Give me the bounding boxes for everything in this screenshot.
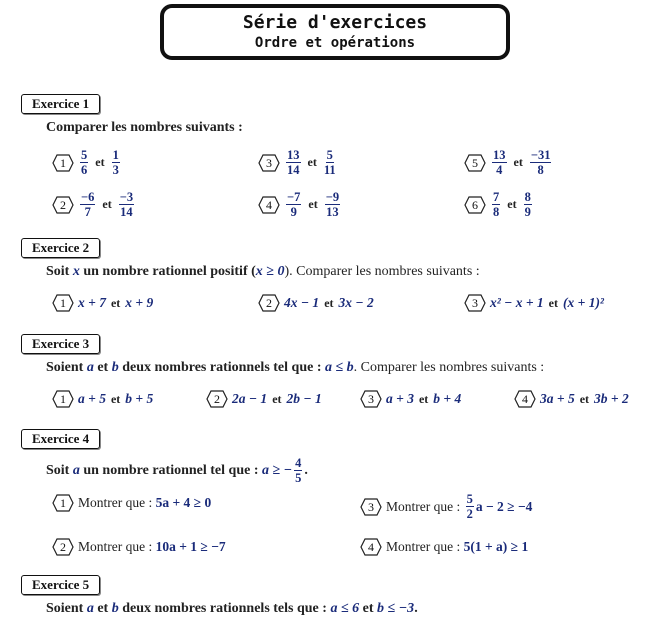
item-number-badge: 4: [258, 196, 280, 214]
item-number-badge: 2: [52, 538, 74, 556]
exercise-1-label: Exercice 1: [21, 94, 100, 114]
exercise-3-intro: Soient a et b deux nombres rationnels tel que : a ≤ b. Comparer les nombres suivants :: [46, 360, 545, 375]
ex4-item-1: 1 Montrer que : 5a + 4 ≥ 0: [52, 494, 211, 512]
ex1-item-3: 3 $\frac{13}{14}$ et $\frac{5}{11}$: [258, 148, 338, 177]
page-subtitle: Ordre et opérations: [254, 35, 416, 51]
fraction: $\frac{-31}{8}$: [530, 148, 551, 177]
item-number-badge: 4: [360, 538, 382, 556]
item-number-badge: 3: [464, 294, 486, 312]
exercise-1-intro: Comparer les nombres suivants :: [46, 120, 243, 135]
ex1-item-1: 1 $\frac{5}{6}$ et $\frac{1}{3}$: [52, 148, 122, 177]
fraction: $\frac{13}{4}$: [493, 148, 506, 177]
ex2-item-1: 1 x + 7 et x + 9: [52, 294, 153, 312]
fraction: $\frac{13}{14}$: [287, 148, 300, 177]
ex3-item-3: 3 a + 3 et b + 4: [360, 390, 461, 408]
ex4-item-2: 2 Montrer que : 10a + 1 ≥ −7: [52, 538, 226, 556]
exercise-5-intro: Soient a et b deux nombres rationnels tels que : a ≤ 6 et b ≤ −3.: [46, 601, 418, 616]
fraction: $\frac{-7}{9}$: [287, 190, 301, 219]
item-number-badge: 2: [258, 294, 280, 312]
fraction: $\frac{5}{11}$: [323, 148, 336, 177]
ex1-item-2: 2 $\frac{-6}{7}$ et $\frac{-3}{14}$: [52, 190, 136, 219]
exercise-2-intro: Soit x un nombre rationnel positif (x ≥ 0). Comparer les nombres suivants :: [46, 264, 480, 279]
item-number-badge: 1: [52, 294, 74, 312]
fraction: $\frac{-9}{13}$: [325, 190, 340, 219]
fraction: $\frac{7}{8}$: [493, 190, 500, 219]
exercise-4-label: Exercice 4: [21, 429, 100, 449]
item-number-badge: 3: [258, 154, 280, 172]
title-box: [160, 4, 510, 60]
ex4-item-3: 3 Montrer que : $\frac{5}{2}$ a − 2 ≥ −4: [360, 492, 532, 521]
fraction: $\frac{5}{6}$: [81, 148, 88, 177]
exercise-3-label: Exercice 3: [21, 334, 100, 354]
ex1-item-4: 4 $\frac{-7}{9}$ et $\frac{-9}{13}$: [258, 190, 342, 219]
ex4-item-4: 4 Montrer que : 5(1 + a) ≥ 1: [360, 538, 528, 556]
item-number-badge: 6: [464, 196, 486, 214]
ex2-item-2: 2 4x − 1 et 3x − 2: [258, 294, 374, 312]
fraction: $\frac{5}{2}$: [466, 492, 473, 521]
item-number-badge: 1: [52, 390, 74, 408]
ex1-item-6: 6 $\frac{7}{8}$ et $\frac{8}{9}$: [464, 190, 534, 219]
exercise-5-label: Exercice 5: [21, 575, 100, 595]
fraction: $\frac{-3}{14}$: [119, 190, 134, 219]
page-title: Série d'exercices: [242, 12, 428, 33]
exercise-4-intro: Soit a un nombre rationnel tel que : a ≥ − $\frac{4}{5}$ .: [46, 456, 308, 485]
ex3-item-2: 2 2a − 1 et 2b − 1: [206, 390, 322, 408]
ex2-item-3: 3 x² − x + 1 et (x + 1)²: [464, 294, 604, 312]
fraction: $\frac{1}{3}$: [112, 148, 119, 177]
item-number-badge: 2: [52, 196, 74, 214]
item-number-badge: 4: [514, 390, 536, 408]
ex3-item-4: 4 3a + 5 et 3b + 2: [514, 390, 629, 408]
ex3-item-1: 1 a + 5 et b + 5: [52, 390, 153, 408]
item-number-badge: 3: [360, 498, 382, 516]
item-number-badge: 5: [464, 154, 486, 172]
item-number-badge: 3: [360, 390, 382, 408]
item-number-badge: 1: [52, 494, 74, 512]
fraction: $\frac{8}{9}$: [524, 190, 531, 219]
item-number-badge: 2: [206, 390, 228, 408]
ex1-item-5: 5 $\frac{13}{4}$ et $\frac{-31}{8}$: [464, 148, 553, 177]
fraction: $\frac{-6}{7}$: [81, 190, 95, 219]
exercise-2-label: Exercice 2: [21, 238, 100, 258]
item-number-badge: 1: [52, 154, 74, 172]
fraction: $\frac{4}{5}$: [295, 456, 302, 485]
